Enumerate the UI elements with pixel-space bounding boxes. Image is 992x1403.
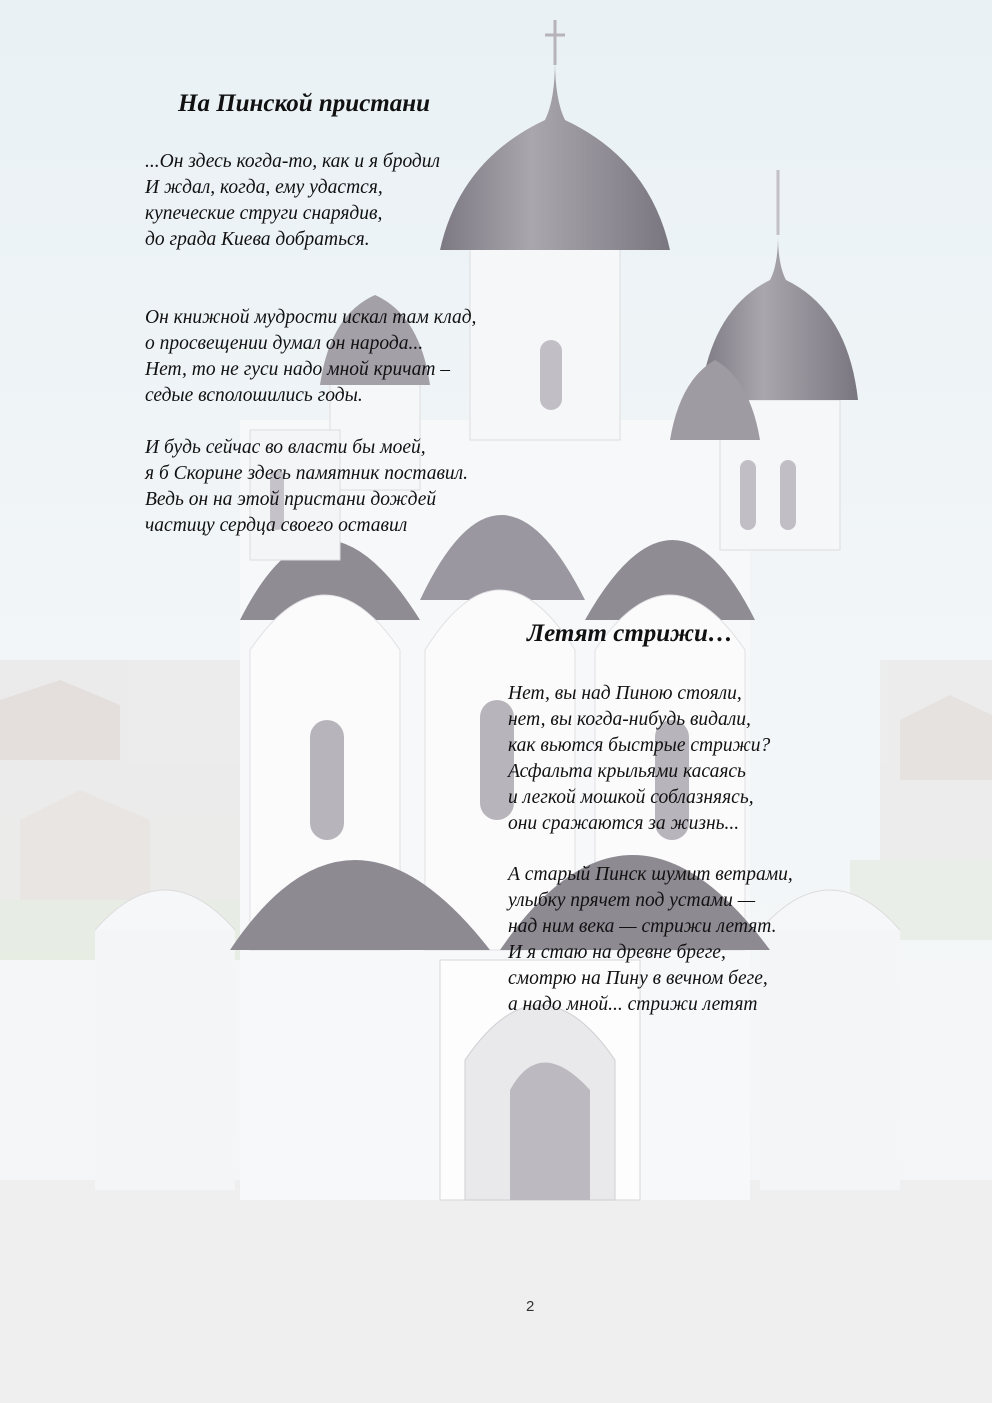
poem-line: нет, вы когда-нибудь видали, — [508, 709, 751, 730]
poem-line: А старый Пинск шумит ветрами, — [508, 864, 793, 885]
poem-line: они сражаются за жизнь... — [508, 813, 740, 834]
poem-line: И ждал, когда, ему удастся, — [145, 177, 383, 198]
poem-line: И я стаю на древне бреге, — [508, 942, 726, 963]
poem-line: как вьются быстрые стрижи? — [508, 735, 771, 756]
poem-title: На Пинской пристани — [178, 90, 431, 117]
poem-swifts — [508, 619, 888, 1018]
poem-pinsk-pier — [145, 89, 565, 539]
poem-line: а надо мной... стрижи летят — [508, 994, 758, 1015]
poem-line: улыбку прячет под устами — — [508, 890, 756, 911]
poem-line: я б Скорине здесь памятник поставил. — [145, 463, 469, 484]
poem-line: Нет, вы над Пиною стояли, — [508, 683, 742, 704]
poem-line: седые всполошились годы. — [145, 385, 363, 406]
poem-line: Ведь он на этой пристани дождей — [145, 489, 437, 510]
poem-line: и легкой мошкой соблазняясь, — [508, 787, 754, 808]
poem-line: над ним века — стрижи летят. — [508, 916, 777, 937]
poem-line: о просвещении думал он народа... — [145, 333, 424, 354]
poem-line: частицу сердца своего оставил — [145, 515, 408, 536]
stanza — [508, 681, 888, 837]
stanza — [508, 862, 888, 1018]
stanza — [145, 149, 565, 253]
stanza — [145, 435, 565, 539]
poem-title: Летят стрижи… — [527, 620, 733, 647]
stanza — [145, 305, 565, 409]
poem-line: купеческие струги снарядив, — [145, 203, 383, 224]
poem-line: смотрю на Пину в вечном беге, — [508, 968, 768, 989]
poem-line: И будь сейчас во власти бы моей, — [145, 437, 426, 458]
poem-line: Он книжной мудрости искал там клад, — [145, 307, 477, 328]
poem-line: до града Киева добраться. — [145, 229, 370, 250]
poem-line: Нет, то не гуси надо мной кричат – — [145, 359, 451, 380]
page-number: 2 — [526, 1298, 535, 1315]
poem-line: Асфальта крыльями касаясь — [508, 761, 746, 782]
poem-line: ...Он здесь когда-то, как и я бродил — [145, 151, 441, 172]
